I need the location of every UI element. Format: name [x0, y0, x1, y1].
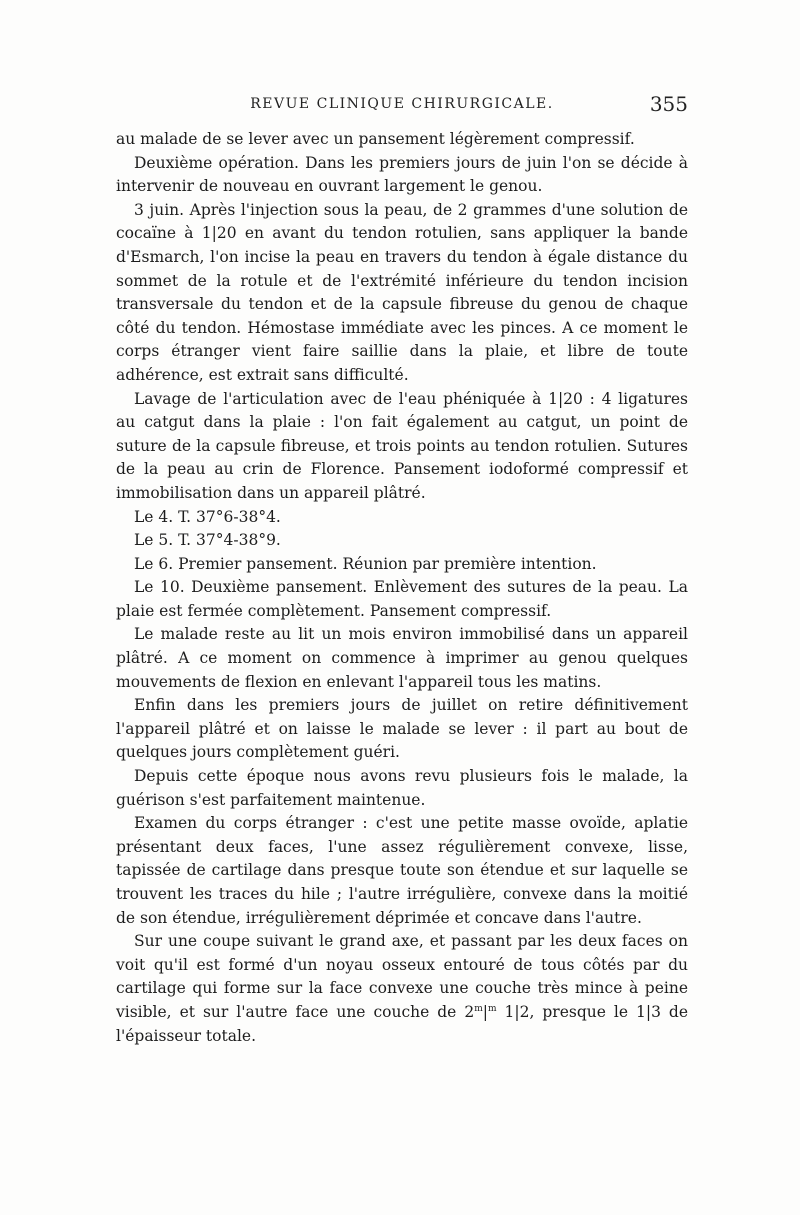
paragraph-13-text-a: Sur une coupe suivant le grand axe, et passant par les deux faces on voit qu'il est formé d'un noyau osseux entouré de tous côtés par du cartilage qui forme sur la face convexe une couche très mince à peine visible, et sur l'autre face une couche de 2 — [116, 932, 688, 1021]
paragraph-13-separator: | — [482, 1002, 488, 1021]
page-number: 355 — [649, 92, 688, 116]
paragraph-5: Le 4. T. 37°6-38°4. — [134, 507, 281, 526]
paragraph-12: Examen du corps étranger : c'est une petite masse ovoïde, aplatie présentant deux faces, l'une assez régulièrement convexe, lisse, tapissée de cartilage dans presque toute son étendue et sur laquelle se trouvent les traces du hile ; l'autre irrégulière, convexe dans la moitié de son étendue, irrégulièrement déprimée et concave dans l'autre. — [116, 814, 688, 927]
paragraph-7: Le 6. Premier pansement. Réunion par première intention. — [134, 554, 597, 573]
paragraph-3: 3 juin. Après l'injection sous la peau, de 2 grammes d'une solution de cocaïne à 1|20 en avant du tendon rotulien, sans appliquer la bande d'Esmarch, l'on incise la peau en travers du tendon à égale distance du sommet de la rotule et de l'extrémité inférieure du tendon incision transversale du tendon et de la capsule fibreuse du genou de chaque côté du tendon. Hémostase immédiate avec les pinces. A ce moment le corps étranger vient faire saillie dans la plaie, et libre de toute adhérence, est extrait sans difficulté. — [116, 200, 688, 384]
paragraph-6: Le 5. T. 37°4-38°9. — [134, 531, 281, 550]
running-title: REVUE CLINIQUE CHIRURGICALE. — [250, 96, 554, 112]
superscript-m-1: m — [474, 1003, 483, 1014]
paragraph-8: Le 10. Deuxième pansement. Enlèvement des sutures de la peau. La plaie est fermée complètement. Pansement compressif. — [116, 578, 688, 620]
paragraph-2: Deuxième opération. Dans les premiers jours de juin l'on se décide à intervenir de nouveau en ouvrant largement le genou. — [116, 153, 688, 196]
running-header — [116, 92, 688, 120]
paragraph-11: Depuis cette époque nous avons revu plusieurs fois le malade, la guérison s'est parfaitement maintenue. — [116, 767, 688, 809]
body-text — [116, 128, 688, 1048]
paragraph-13-text-b: 1|2, presque le 1|3 de l'épaisseur totale. — [116, 1002, 689, 1045]
paragraph-4: Lavage de l'articulation avec de l'eau phéniquée à 1|20 : 4 ligatures au catgut dans la plaie : l'on fait également au catgut, un point de suture de la capsule fibreuse, et trois points au tendon rotulien. Sutures de la peau au crin de Florence. Pansement iodoformé compressif et immobilisation dans un appareil plâtré. — [116, 389, 688, 502]
paragraph-1: au malade de se lever avec un pansement légèrement compressif. — [116, 130, 635, 148]
superscript-m-2: m — [487, 1003, 497, 1014]
paragraph-9: Le malade reste au lit un mois environ immobilisé dans un appareil plâtré. A ce moment on commence à imprimer au genou quelques mouvements de flexion en enlevant l'appareil tous les matins. — [116, 625, 688, 691]
paragraph-10: Enfin dans les premiers jours de juillet on retire définitivement l'appareil plâtré et on laisse le malade se lever : il part au bout de quelques jours complètement guéri. — [116, 696, 688, 762]
paragraph-13 — [116, 930, 688, 1048]
